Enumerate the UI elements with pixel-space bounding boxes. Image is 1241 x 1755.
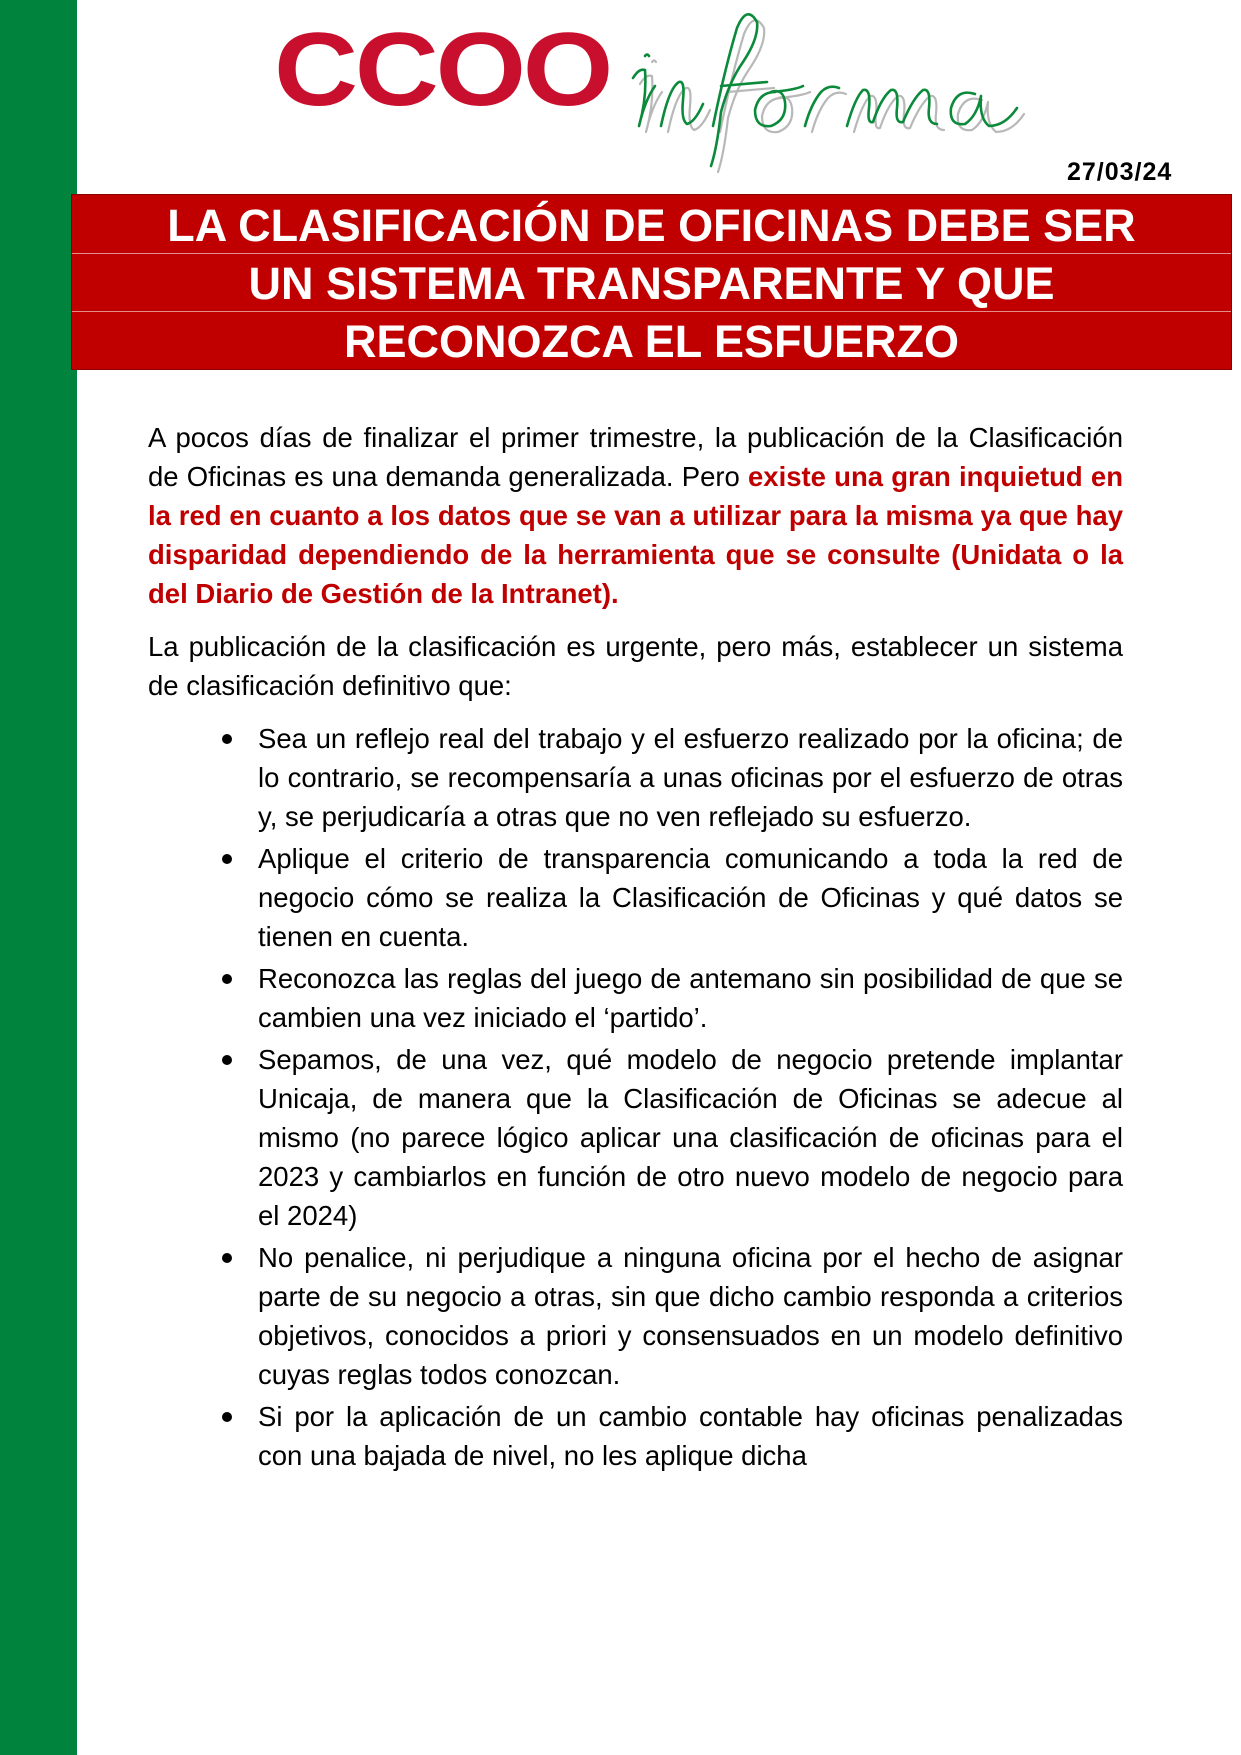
article-body: [148, 418, 1123, 1478]
title-band: [71, 194, 1232, 370]
list-item-text: No penalice, ni perjudique a ninguna oficina por el hecho de asignar parte de su negocio a otras, sin que dicho cambio responda a criterios objetivos, conocidos a priori y consensuados en un modelo definitivo cuyas reglas todos conozcan.: [258, 1242, 1123, 1390]
list-item: [148, 839, 1123, 956]
title-line-3: RECONOZCA EL ESFUERZO: [343, 316, 960, 367]
list-item-text: Sepamos, de una vez, qué modelo de negocio pretende implantar Unicaja, de manera que la Clasificación de Oficinas se adecue al mismo (no parece lógico aplicar una clasificación de oficinas para el 2023 y cambiarlos en función de otro nuevo modelo de negocio para el 2024): [258, 1044, 1123, 1231]
issue-date: 27/03/24: [1067, 158, 1173, 186]
side-green-bar: [0, 0, 77, 1755]
title-line-1: LA CLASIFICACIÓN DE OFICINAS DEBE SER: [167, 200, 1136, 251]
bullet-icon: [222, 854, 232, 864]
intro-paragraph: [148, 418, 1123, 613]
list-item: [148, 719, 1123, 836]
list-item: [148, 1397, 1123, 1475]
list-item-text: Sea un reflejo real del trabajo y el esfuerzo realizado por la oficina; de lo contrario, se recompensaría a unas oficinas por el esfuerzo de otras y, se perjudicaría a otras que no ven reflejado su esfuerzo.: [258, 723, 1123, 832]
highlighted-concern: existe una gran inquietud en la red en cuanto a los datos que se van a utilizar para la misma ya que hay disparidad dependiendo de la herramienta que se consulte (Unidata o la del Diario de Gestión de la Intranet).: [148, 461, 1123, 609]
ccoo-logo: CCOO: [274, 12, 610, 128]
intro-text: A pocos días de finalizar el primer trimestre, la publicación de la Clasificación de Oficinas es una demanda generalizada. Pero: [148, 422, 1123, 492]
list-item-text: Reconozca las reglas del juego de antemano sin posibilidad de que se cambien una vez iniciado el ‘partido’.: [258, 963, 1123, 1033]
bullet-icon: [222, 1412, 232, 1422]
list-item-text: Si por la aplicación de un cambio contable hay oficinas penalizadas con una bajada de nivel, no les aplique dicha: [258, 1401, 1123, 1471]
requirements-list: [148, 719, 1123, 1475]
bullet-icon: [222, 974, 232, 984]
list-item: [148, 1040, 1123, 1235]
second-paragraph: La publicación de la clasificación es urgente, pero más, establecer un sistema de clasificación definitivo que:: [148, 631, 1123, 701]
header: [77, 0, 1241, 195]
bullet-icon: [222, 1253, 232, 1263]
bullet-icon: [222, 1055, 232, 1065]
title-line-2: UN SISTEMA TRANSPARENTE Y QUE: [248, 258, 1055, 309]
title-rule: [72, 311, 1231, 312]
list-item: [148, 959, 1123, 1037]
title-rule: [72, 253, 1231, 254]
list-item: [148, 1238, 1123, 1394]
bullet-icon: [222, 734, 232, 744]
informa-script-shadow: [640, 20, 1024, 172]
list-item-text: Aplique el criterio de transparencia comunicando a toda la red de negocio cómo se realiza la Clasificación de Oficinas y qué datos se tienen en cuenta.: [258, 843, 1123, 952]
